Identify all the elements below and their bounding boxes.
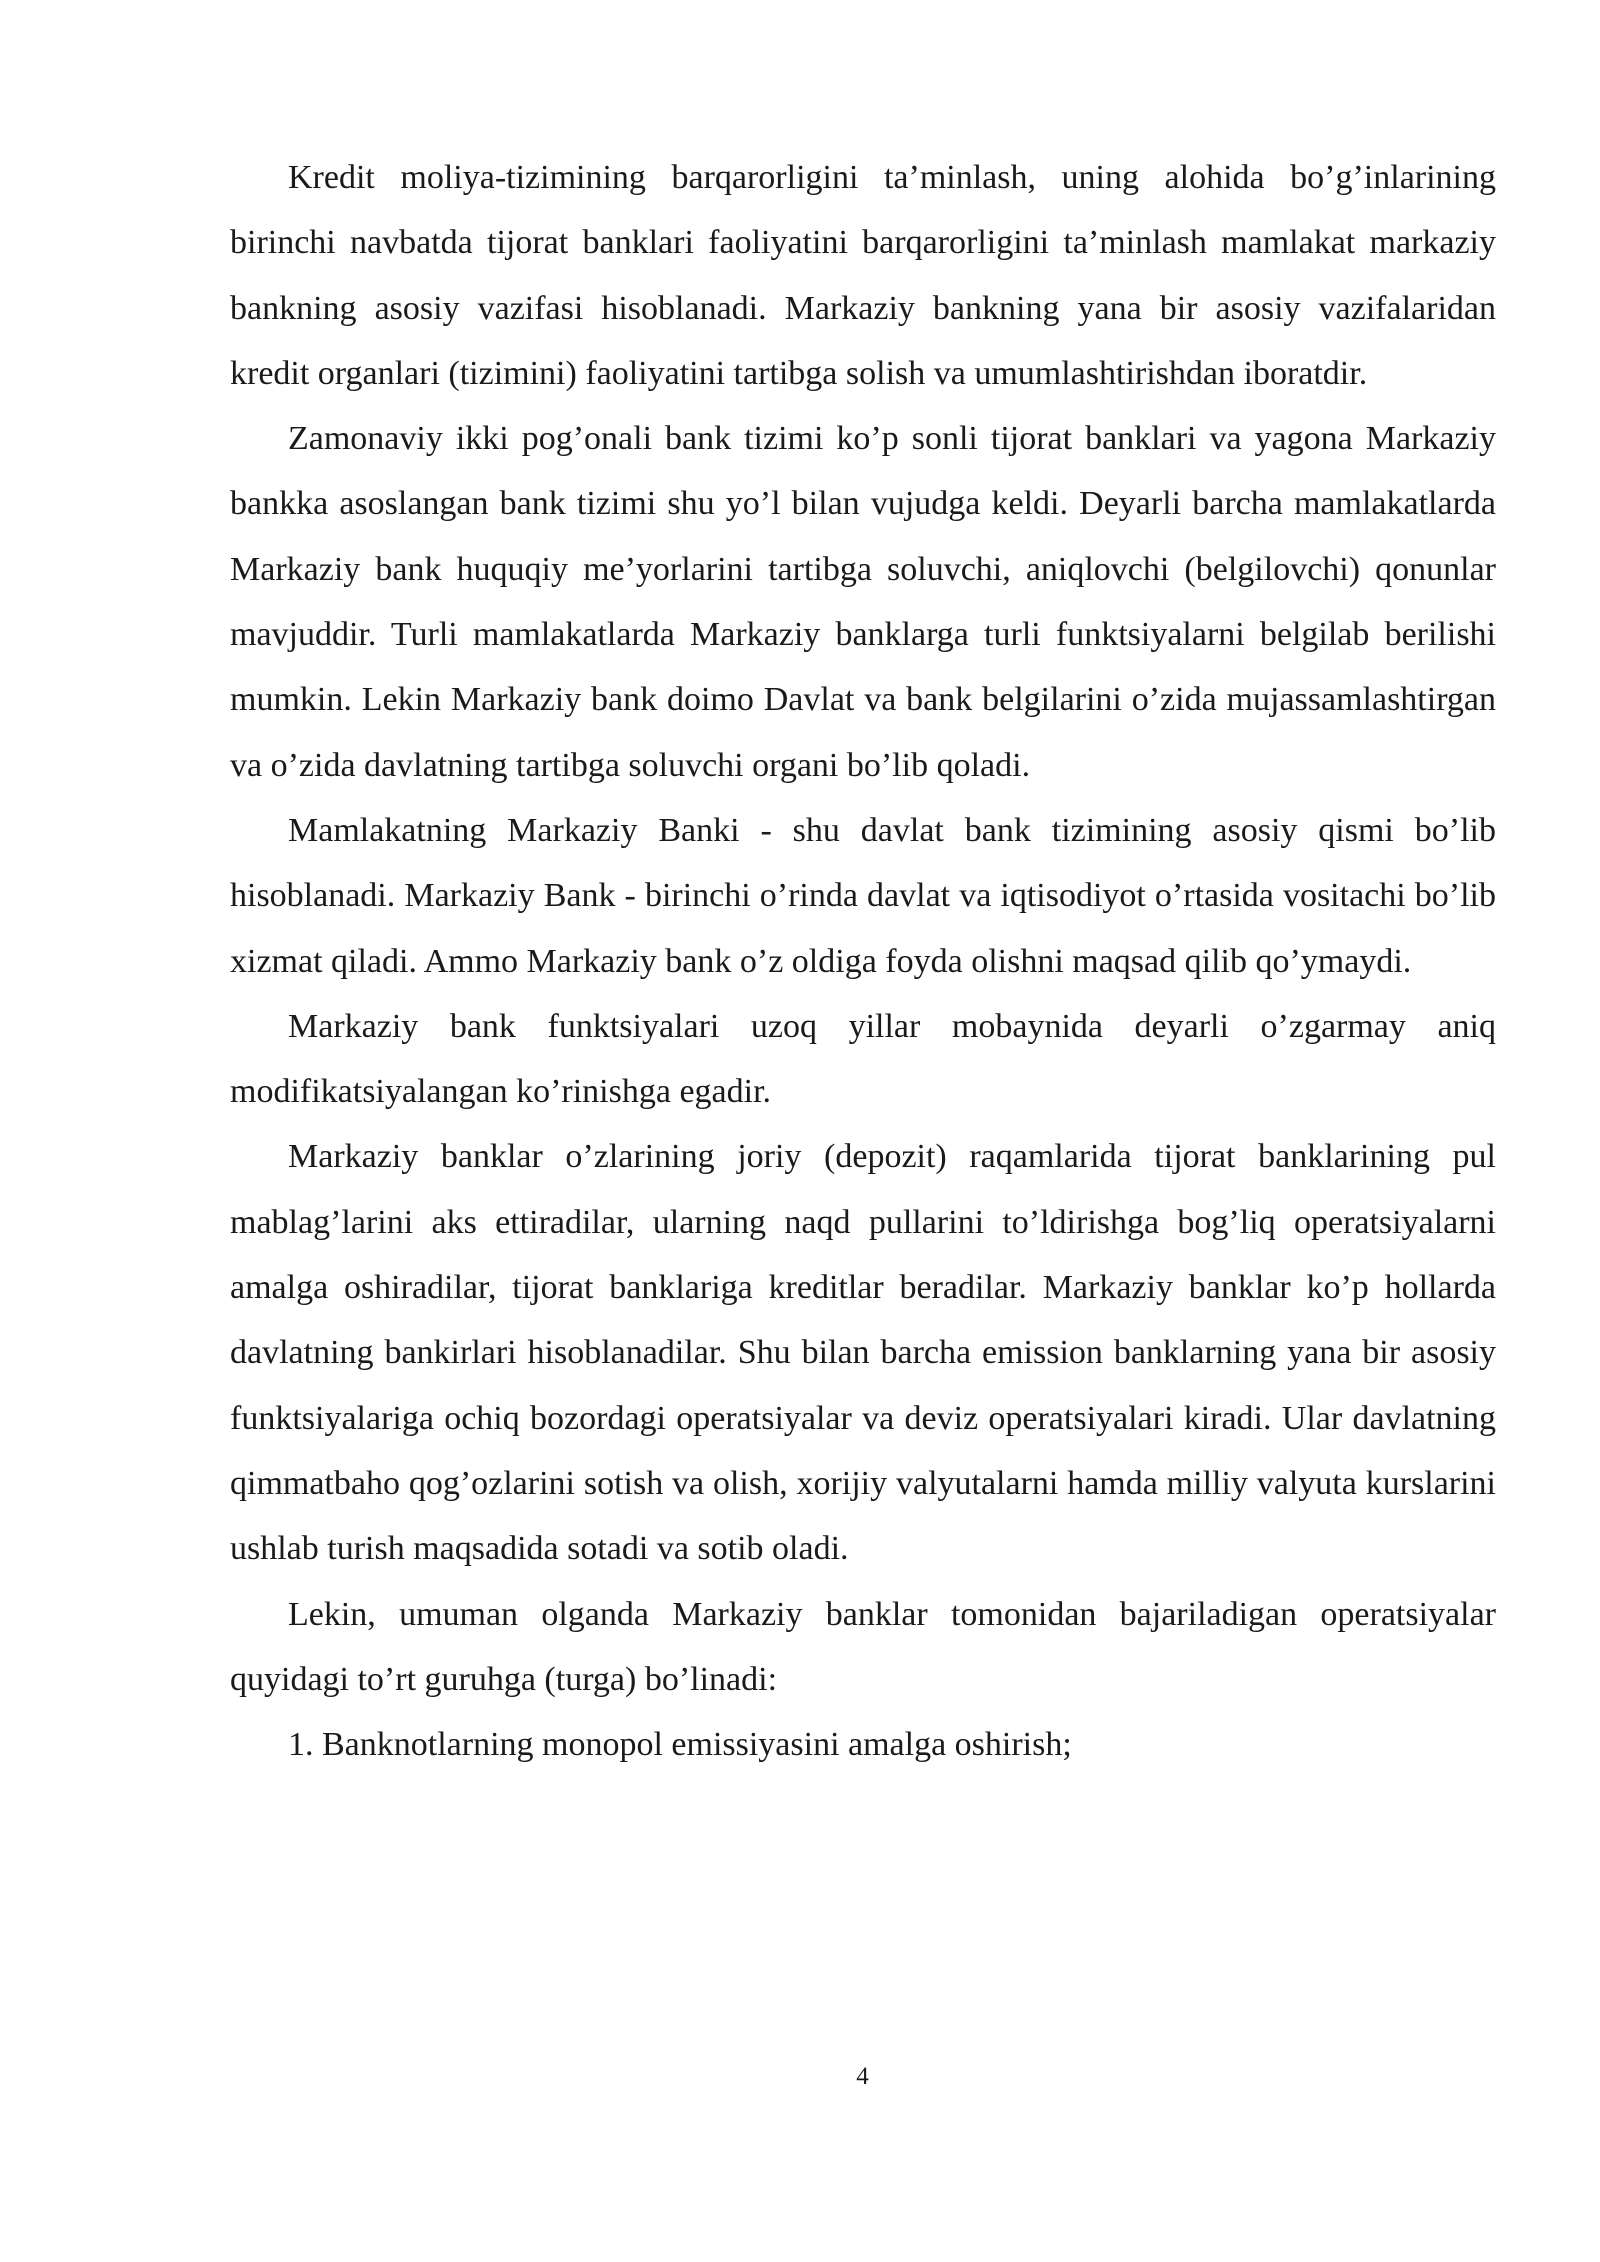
list-item-1: 1. Banknotlarning monopol emissiyasini amalga oshirish; bbox=[288, 1726, 1072, 1764]
paragraph-4: Markaziy bank funktsiyalari uzoq yillar mobaynida deyarli o’zgarmay aniq modifikatsiyalangan ko’rinishga egadir. bbox=[230, 1007, 1496, 1111]
page-number: 4 bbox=[856, 2063, 869, 2090]
paragraph-1: Kredit moliya-tizimining barqarorligini ta’minlash, uning alohida bo’g’inlarining birinchi navbatda tijorat banklari faoliyatini barqarorligini ta’minlash mamlakat markaziy bankning asosiy vazifasi hisoblanadi. Markaziy bankning yana bir asosiy vazifalaridan kredit organlari (tizimini) faoliyatini tartibga solish va umumlashtirishdan iboratdir. bbox=[230, 159, 1496, 392]
paragraph-6: Lekin, umuman olganda Markaziy banklar tomonidan bajariladigan operatsiyalar quyidagi to’rt guruhga (turga) bo’linadi: bbox=[230, 1595, 1496, 1698]
document-body bbox=[230, 145, 1496, 1777]
paragraph-3: Mamlakatning Markaziy Banki - shu davlat bank tizimining asosiy qismi bo’lib hisoblanadi. Markaziy Bank - birinchi o’rinda davlat va iqtisodiyot o’rtasida vositachi bo’lib xizmat qiladi. Ammo Markaziy bank o’z oldiga foyda olishni maqsad qilib qo’ymaydi. bbox=[230, 811, 1496, 980]
paragraph-2: Zamonaviy ikki pog’onali bank tizimi ko’p sonli tijorat banklari va yagona Markaziy bankka asoslangan bank tizimi shu yo’l bilan vujudga keldi. Deyarli barcha mamlakatlarda Markaziy bank huquqiy me’yorlarini tartibga soluvchi, aniqlovchi (belgilovchi) qonunlar mavjuddir. Turli mamlakatlarda Markaziy banklarga turli funktsiyalarni belgilab berilishi mumkin. Lekin Markaziy bank doimo Davlat va bank belgilarini o’zida mujassamlashtirgan va o’zida davlatning tartibga soluvchi organi bo’lib qoladi. bbox=[230, 420, 1496, 784]
paragraph-5: Markaziy banklar o’zlarining joriy (depozit) raqamlarida tijorat banklarining pul mablag’larini aks ettiradilar, ularning naqd pullarini to’ldirishga bog’liq operatsiyalarni amalga oshiradilar, tijorat banklariga kreditlar beradilar. Markaziy banklar ko’p hollarda davlatning bankirlari hisoblanadilar. Shu bilan barcha emission banklarning yana bir asosiy funktsiyalariga ochiq bozordagi operatsiyalar va deviz operatsiyalari kiradi. Ular davlatning qimmatbaho qog’ozlarini sotish va olish, xorijiy valyutalarni hamda milliy valyuta kurslarini ushlab turish maqsadida sotadi va sotib oladi. bbox=[230, 1138, 1496, 1568]
